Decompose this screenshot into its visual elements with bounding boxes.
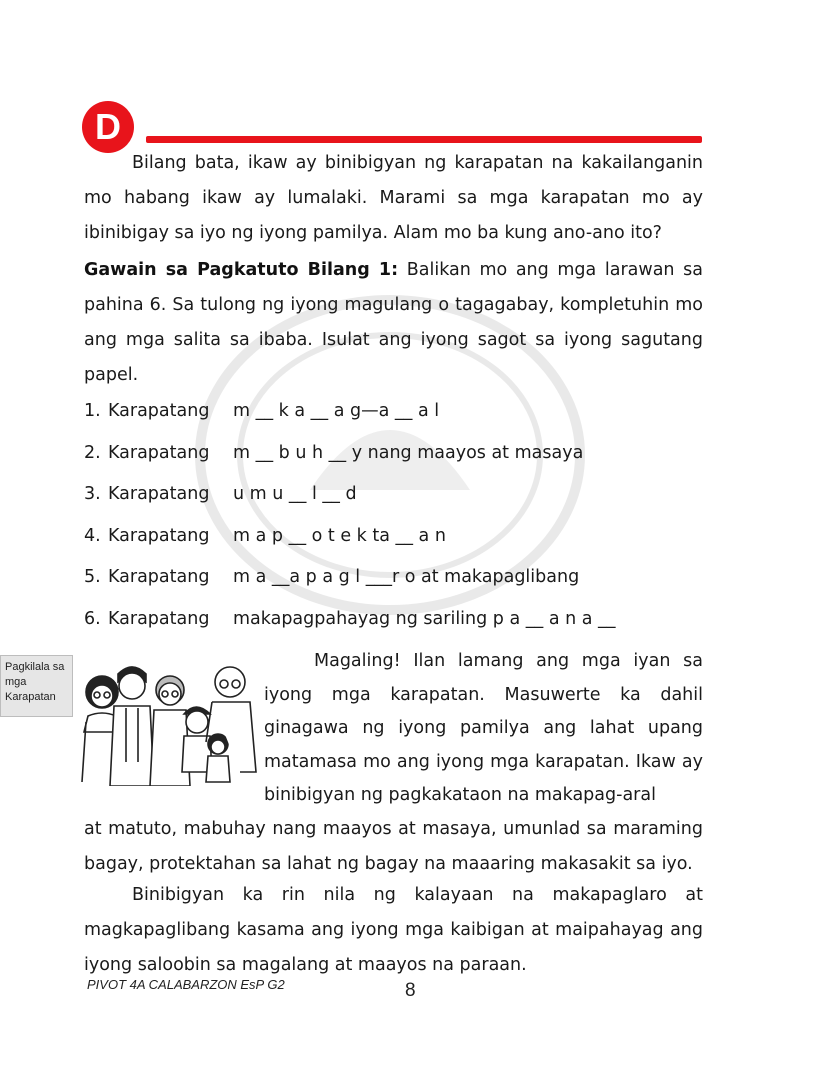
- item-number: 3.: [84, 484, 101, 504]
- list-item: [84, 557, 703, 599]
- intro-paragraph: Bilang bata, ikaw ay binibigyan ng karapatan na kakailanganin mo habang ikaw ay lumalaki. Marami sa mga karapatan mo ay ibinibigay sa iyo ng iyong pamilya. Alam mo ba kung ano-ano ito?: [84, 153, 703, 243]
- list-item: [84, 433, 703, 475]
- page-number: 8: [405, 980, 416, 1001]
- item-blank-word: m a __a p a g l ___r o at makapaglibang: [233, 567, 580, 587]
- item-keyword: Karapatang: [108, 442, 210, 463]
- list-item: [84, 474, 703, 516]
- closing-paragraph: Binibigyan ka rin nila ng kalayaan na makapaglaro at magkapaglibang kasama ang iyong mga kaibigan at maipahayag ang iyong saloobin sa magalang at maayos na paraan.: [84, 885, 703, 975]
- section-divider: [146, 136, 702, 143]
- item-number: 4.: [84, 525, 101, 546]
- list-item: [84, 599, 703, 641]
- item-blank-word: m a p __ o t e k ta __ a n: [233, 525, 446, 546]
- footer-source: PIVOT 4A CALABARZON EsP G2: [87, 977, 285, 992]
- family-illustration: [80, 652, 262, 786]
- item-number: 6.: [84, 608, 101, 629]
- item-number: 5.: [84, 567, 101, 587]
- side-label: Pagkilala sa mga Karapatan: [0, 655, 73, 717]
- wrap-paragraph-block: [264, 645, 703, 813]
- item-keyword: Karapatang: [108, 608, 210, 629]
- continuation-paragraph: at matuto, mabuhay nang maayos at masaya, umunlad sa maraming bagay, protektahan sa lahat ng bagay na maaaring makasakit sa iyo.: [84, 819, 703, 874]
- item-blank-word: m __ b u h __ y nang maayos at masaya: [233, 442, 584, 463]
- item-keyword: Karapatang: [108, 525, 210, 546]
- fill-in-list: [84, 391, 703, 640]
- activity-paragraph: [84, 253, 703, 393]
- item-keyword: Karapatang: [108, 567, 210, 587]
- list-item: [84, 516, 703, 558]
- item-blank-word: makapagpahayag ng sariling p a __ a n a __: [233, 608, 616, 629]
- section-badge: D: [82, 101, 134, 153]
- item-keyword: Karapatang: [108, 484, 210, 504]
- item-blank-word: u m u __ l __ d: [233, 484, 357, 504]
- item-number: 2.: [84, 442, 101, 463]
- activity-title: Gawain sa Pagkatuto Bilang 1:: [84, 260, 399, 280]
- item-keyword: Karapatang: [108, 401, 210, 421]
- list-item: [84, 391, 703, 433]
- activity-instructions: Balikan mo ang mga larawan sa pahina 6. Sa tulong ng iyong magulang o tagagabay, kompletuhin mo ang mga salita sa ibaba. Isulat ang iyong sagot sa iyong sagutang papel.: [84, 260, 703, 385]
- wrap-paragraph: Magaling! Ilan lamang ang mga iyan sa iyong mga karapatan. Masuwerte ka dahil ginagawa ng iyong pamilya ang lahat upang matamasa mo ang iyong mga karapatan. Ikaw ay binibigyan ng pagkakataon na makapag-aral: [264, 651, 703, 805]
- item-number: 1.: [84, 401, 101, 421]
- item-blank-word: m __ k a __ a g—a __ a l: [233, 401, 440, 421]
